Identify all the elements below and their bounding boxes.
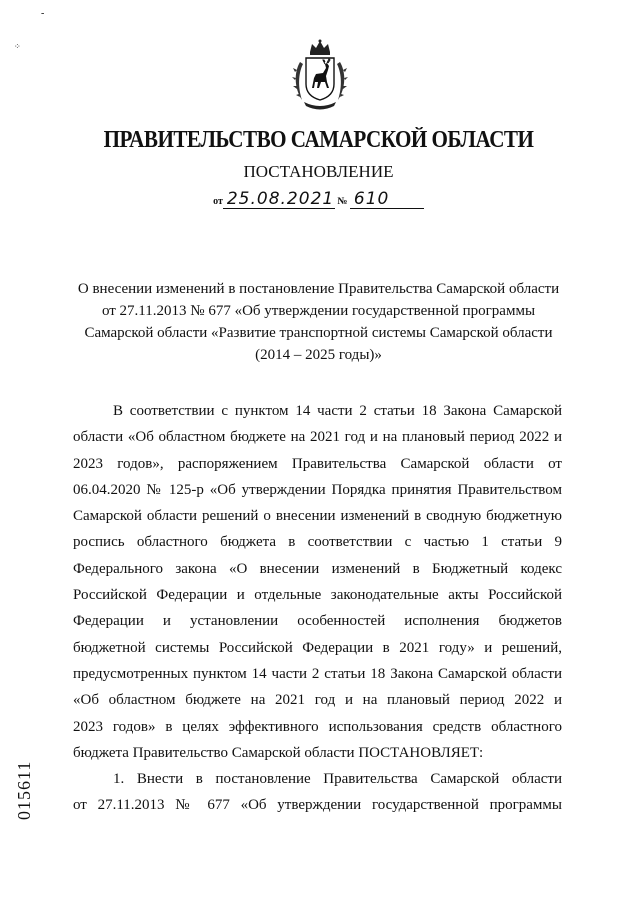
document-body: [73, 398, 562, 819]
body-line: Федерального закона «О внесении изменений в Бюджетный кодекс: [73, 560, 562, 577]
body-line: В соответствии с пунктом 14 части 2 статьи 18 Закона Самарской: [113, 403, 562, 419]
document-subject: [60, 278, 577, 366]
body-line: 1. Внести в постановление Правительства Самарской области: [113, 771, 562, 788]
date-number-line: [0, 190, 637, 209]
body-line: Федерации и установлении особенностей исполнения бюджетов: [73, 613, 562, 630]
body-line: бюджета Правительство Самарской области ПОСТАНОВЛЯЕТ:: [73, 744, 484, 761]
body-line: Самарской области решений о внесении изменений в сводную бюджетную: [73, 508, 562, 525]
body-line: 06.04.2020 № 125-р «Об утверждении Порядка принятия Правительством: [73, 481, 562, 498]
body-line: роспись областного бюджета в соответствии с частью 1 статьи 9: [73, 534, 562, 551]
body-line: «Об областном бюджете на 2021 год и на плановый период 2022 и: [73, 692, 562, 709]
number-label: №: [337, 196, 348, 207]
body-line: бюджетной системы Российской Федерации в 2021 году» и решений,: [73, 639, 562, 656]
handwritten-date: 25.08.2021: [223, 190, 335, 209]
subject-line: (2014 – 2025 годы)»: [255, 347, 382, 363]
subject-line: от 27.11.2013 № 677 «Об утверждении государственной программы: [101, 303, 536, 319]
body-line: 2023 годов», распоряжением Правительства Самарской области от: [73, 455, 562, 472]
subject-line: Самарской области «Развитие транспортной системы Самарской области: [84, 325, 553, 341]
body-line: 2023 годов» в целях эффективного использования средств областного: [73, 718, 562, 735]
date-label: от: [213, 196, 223, 207]
margin-document-number: 015611: [14, 760, 34, 820]
scan-artifact: -: [41, 8, 45, 19]
document-type: ПОСТАНОВЛЕНИЕ: [243, 162, 394, 181]
body-line: от 27.11.2013 № 677 «Об утверждении государственной программы: [73, 797, 562, 814]
coat-of-arms-emblem: [290, 38, 350, 114]
government-title: ПРАВИТЕЛЬСТВО САМАРСКОЙ ОБЛАСТИ: [103, 127, 534, 153]
body-line: области «Об областном бюджете на 2021 год и на плановый период 2022 и: [73, 429, 562, 446]
scan-artifact: ⁘: [14, 42, 21, 51]
subject-line: О внесении изменений в постановление Правительства Самарской области: [77, 281, 560, 297]
handwritten-number: 610: [350, 190, 424, 209]
body-line: предусмотренных пунктом 14 части 2 статьи 18 Закона Самарской области: [73, 665, 562, 682]
body-line: Российской Федерации и отдельные законодательные акты Российской: [73, 587, 562, 604]
